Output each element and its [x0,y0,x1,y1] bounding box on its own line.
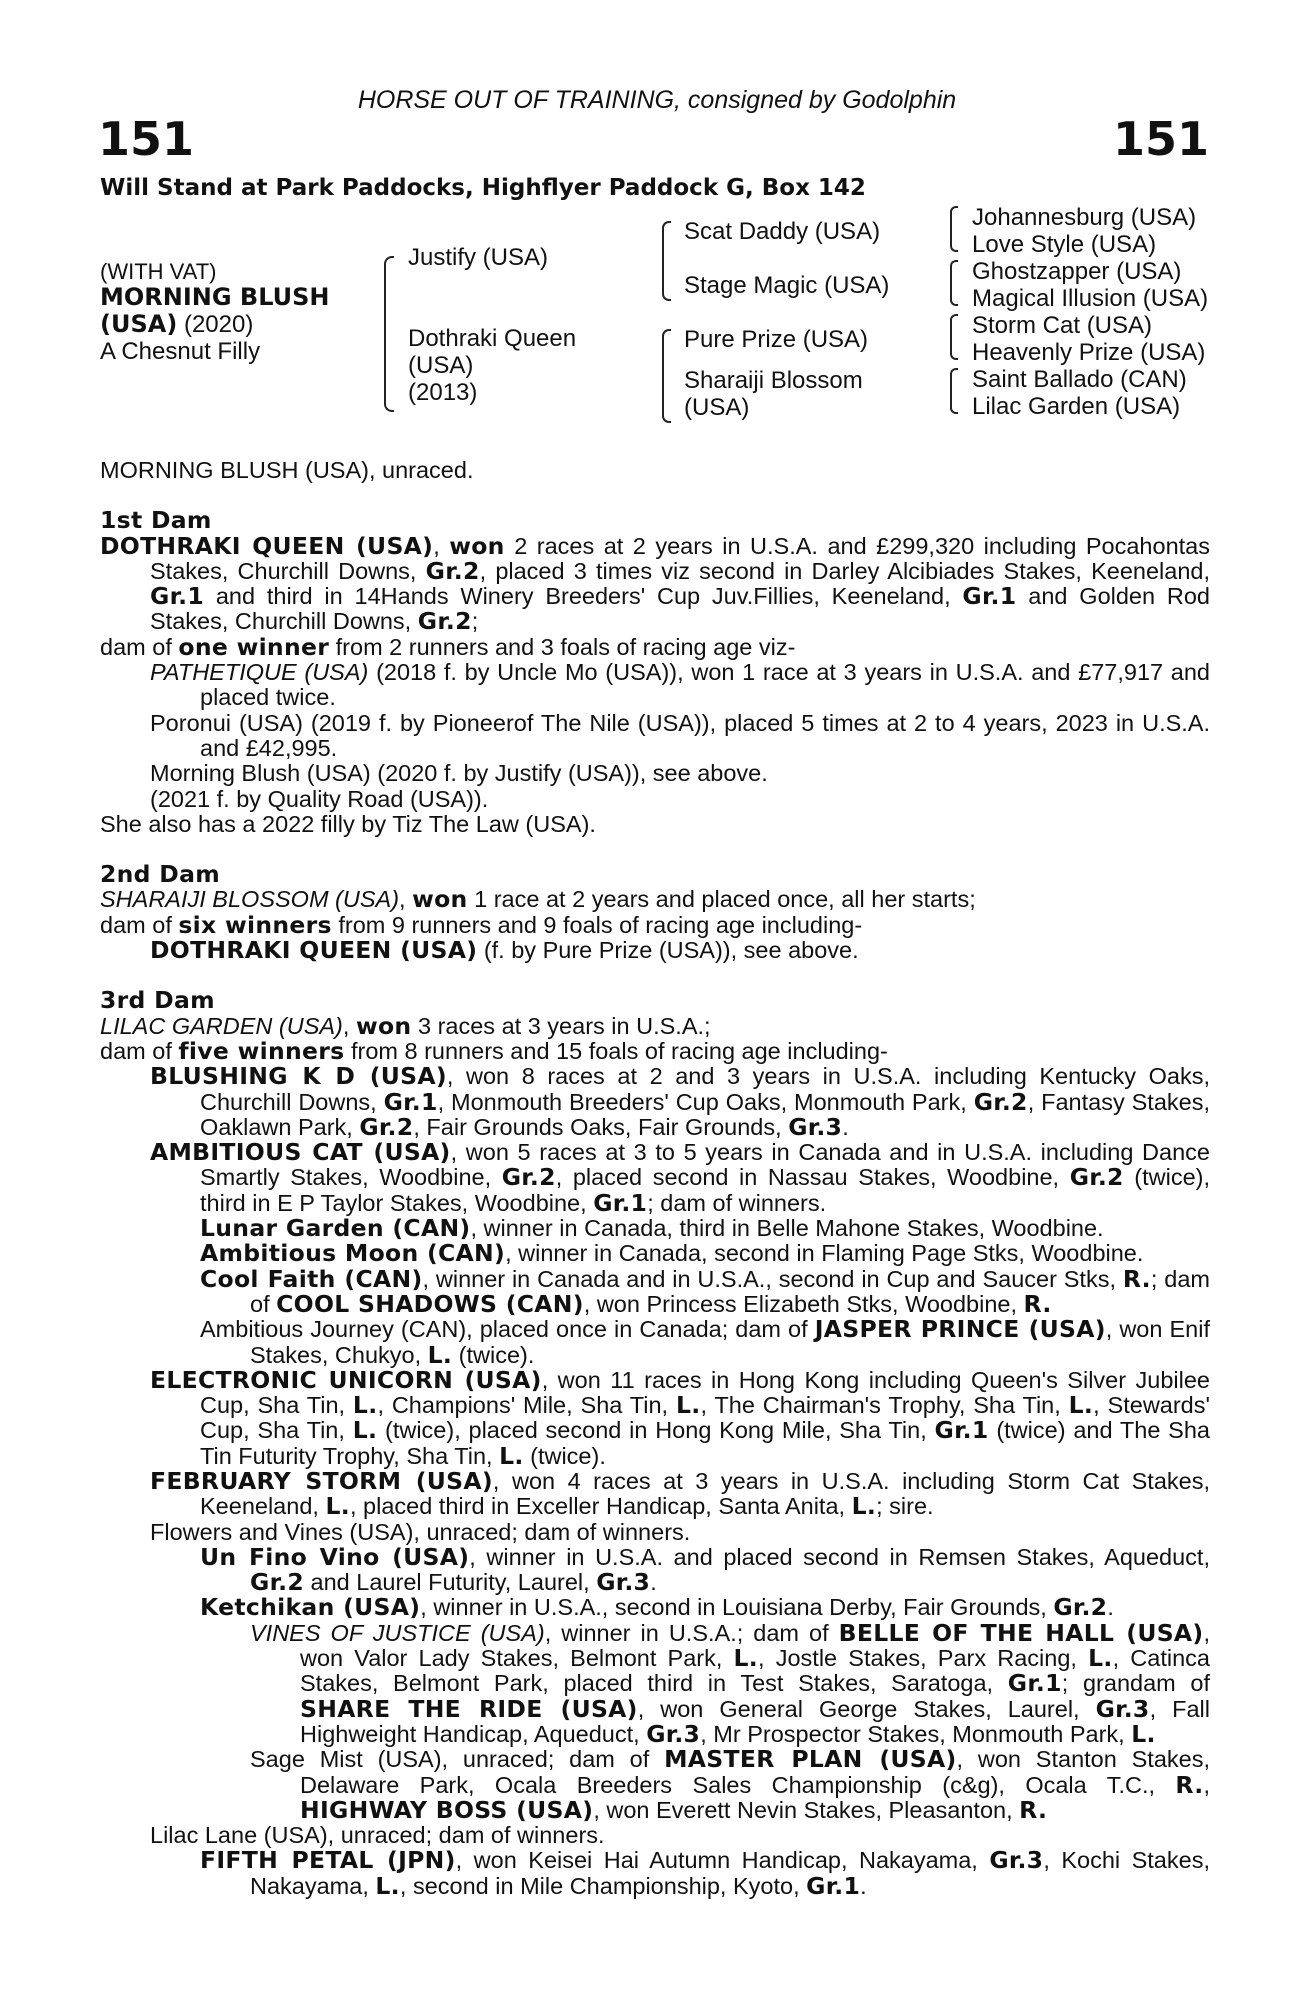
produce-entry: Ambitious Journey (CAN), placed once in Canada; dam of JASPER PRINCE (USA), won Enif Stakes, Chukyo, L. (twice). [200,1315,1210,1369]
ancestor: Love Style (USA) [972,231,1157,258]
pedigree-brace [950,368,958,414]
first-dam-heading: 1st Dam [100,506,212,535]
produce-entry: (2021 f. by Quality Road (USA)). [150,785,489,812]
paternal-grandsire: Scat Daddy (USA) [684,218,881,245]
second-dam-produce-summary: dam of six winners from 9 runners and 9 foals of racing age including- [100,910,863,939]
third-dam-heading: 3rd Dam [100,986,215,1015]
produce-entry: Ambitious Moon (CAN), winner in Canada, second in Flaming Page Stks, Woodbine. [200,1239,1144,1268]
maternal-grandsire: Pure Prize (USA) [684,326,869,353]
ancestor: Heavenly Prize (USA) [972,339,1206,366]
produce-entry: BLUSHING K D (USA), won 8 races at 2 and 3 years in U.S.A. including Kentucky Oaks, Churchill Downs, Gr.1, Monmouth Breeders' Cup Oaks, Monmouth Park, Gr.2, Fantasy Stakes, Oaklawn Park, Gr.2, Fair Grounds Oaks, Fair Grounds, Gr.3. [150,1062,1210,1141]
pedigree-brace [384,256,394,412]
third-dam-record: LILAC GARDEN (USA), won 3 races at 3 years in U.S.A.; [100,1011,711,1040]
maternal-granddam-origin: (USA) [684,394,750,421]
dam-year: (2013) [408,379,478,406]
pedigree-brace [662,329,671,423]
ancestor: Ghostzapper (USA) [972,258,1182,285]
produce-entry: Lunar Garden (CAN), winner in Canada, third in Belle Mahone Stakes, Woodbine. [200,1214,1104,1243]
produce-entry: VINES OF JUSTICE (USA), winner in U.S.A.; dam of BELLE OF THE HALL (USA), won Valor Lady Stakes, Belmont Park, L., Jostle Stakes, Parx Racing, L., Catinca Stakes, Belmont Park, placed third in Test Stakes, Saratoga, Gr.1; grandam of SHARE THE RIDE (USA), won General George Stakes, Laurel, Gr.3, Fall Highweight Handicap, Aqueduct, Gr.3, Mr Prospector Stakes, Monmouth Park, L. [250,1618,1210,1748]
pedigree-brace [662,221,671,301]
produce-entry: DOTHRAKI QUEEN (USA) (f. by Pure Prize (USA)), see above. [150,936,859,965]
unraced-line: MORNING BLUSH (USA), unraced. [100,457,474,483]
produce-entry: ELECTRONIC UNICORN (USA), won 11 races in Hong Kong including Queen's Silver Jubilee Cup, Sha Tin, L., Champions' Mile, Sha Tin, L., The Chairman's Trophy, Sha Tin, L., Stewards' Cup, Sha Tin, L. (twice), placed second in Hong Kong Mile, Sha Tin, Gr.1 (twice) and The Sha Tin Futurity Trophy, Sha Tin, L. (twice). [150,1365,1210,1470]
horse-name: MORNING BLUSH [100,283,330,311]
produce-entry: AMBITIOUS CAT (USA), won 5 races at 3 to 5 years in Canada and in U.S.A. including Dance Smartly Stakes, Woodbine, Gr.2, placed second in Nassau Stakes, Woodbine, Gr.2 (twice), third in E P Taylor Stakes, Woodbine, Gr.1; dam of winners. [150,1138,1211,1217]
horse-description: A Chesnut Filly [100,338,261,365]
ancestor: Magical Illusion (USA) [972,285,1209,312]
produce-entry: FIFTH PETAL (JPN), won Keisei Hai Autumn Handicap, Nakayama, Gr.3, Kochi Stakes, Nakayama, L., second in Mile Championship, Kyoto, Gr.1. [200,1846,1210,1900]
produce-entry: Lilac Lane (USA), unraced; dam of winners. [150,1822,605,1849]
produce-entry: Cool Faith (CAN), winner in Canada and in U.S.A., second in Cup and Saucer Stks, R.; dam of COOL SHADOWS (CAN), won Princess Elizabeth Stks, Woodbine, R. [200,1264,1210,1318]
produce-entry: Ketchikan (USA), winner in U.S.A., second in Louisiana Derby, Fair Grounds, Gr.2. [200,1593,1114,1622]
produce-entry: She also has a 2022 filly by Tiz The Law (USA). [100,810,596,837]
catalogue-body [100,458,1210,1899]
ancestor: Johannesburg (USA) [972,204,1197,231]
dam-name: Dothraki Queen [408,325,577,352]
first-dam-record: DOTHRAKI QUEEN (USA), won 2 races at 2 years in U.S.A. and £299,320 including Pocahontas Stakes, Churchill Downs, Gr.2, placed 3 times viz second in Darley Alcibiades Stakes, Keeneland, Gr.1 and third in 14Hands Winery Breeders' Cup Juv.Fillies, Keeneland, Gr.1 and Golden Rod Stakes, Churchill Downs, Gr.2; [100,531,1210,636]
lot-number-right: 151 [1113,112,1210,166]
ancestor: Lilac Garden (USA) [972,393,1181,420]
third-dam-produce-summary: dam of five winners from 8 runners and 15 foals of racing age including- [100,1036,888,1065]
sire-name: Justify (USA) [408,244,549,271]
pedigree-brace [950,260,958,306]
vat-note: (WITH VAT) [100,259,217,284]
produce-entry: Flowers and Vines (USA), unraced; dam of winners. [150,1518,691,1545]
produce-entry: Un Fino Vino (USA), winner in U.S.A. and placed second in Remsen Stakes, Aqueduct, Gr.2 and Laurel Futurity, Laurel, Gr.3. [200,1542,1210,1597]
horse-origin: (USA) (2020) [100,310,254,338]
ancestor: Saint Ballado (CAN) [972,366,1187,393]
pedigree-brace [950,314,958,360]
lot-number-left: 151 [98,112,195,166]
produce-entry: Poronui (USA) (2019 f. by Pioneerof The Nile (USA)), placed 5 times at 2 to 4 years, 2023 in U.S.A. and £42,995. [150,709,1210,761]
catalogue-header: HORSE OUT OF TRAINING, consigned by Godolphin [357,86,957,114]
paternal-granddam: Stage Magic (USA) [684,272,890,299]
maternal-granddam: Sharaiji Blossom [684,367,863,394]
ancestor: Storm Cat (USA) [972,312,1153,339]
stand-location: Will Stand at Park Paddocks, Highflyer Paddock G, Box 142 [100,175,866,201]
produce-entry: FEBRUARY STORM (USA), won 4 races at 3 years in U.S.A. including Storm Cat Stakes, Keeneland, L., placed third in Exceller Handicap, Santa Anita, L.; sire. [150,1466,1210,1521]
produce-entry: Morning Blush (USA) (2020 f. by Justify (USA)), see above. [150,760,768,787]
first-dam-produce-summary: dam of one winner from 2 runners and 3 foals of racing age viz- [100,632,796,661]
second-dam-heading: 2nd Dam [100,860,221,889]
dam-origin: (USA) [408,352,474,379]
second-dam-record: SHARAIJI BLOSSOM (USA), won 1 race at 2 years and placed once, all her starts; [100,885,976,914]
produce-entry: Sage Mist (USA), unraced; dam of MASTER PLAN (USA), won Stanton Stakes, Delaware Park, Ocala Breeders Sales Championship (c&g), Ocala T.C., R., HIGHWAY BOSS (USA), won Everett Nevin Stakes, Pleasanton, R. [250,1745,1211,1824]
pedigree-brace [950,206,958,252]
produce-entry: PATHETIQUE (USA) (2018 f. by Uncle Mo (USA)), won 1 race at 3 years in U.S.A. and £77,917 and placed twice. [150,659,1211,711]
